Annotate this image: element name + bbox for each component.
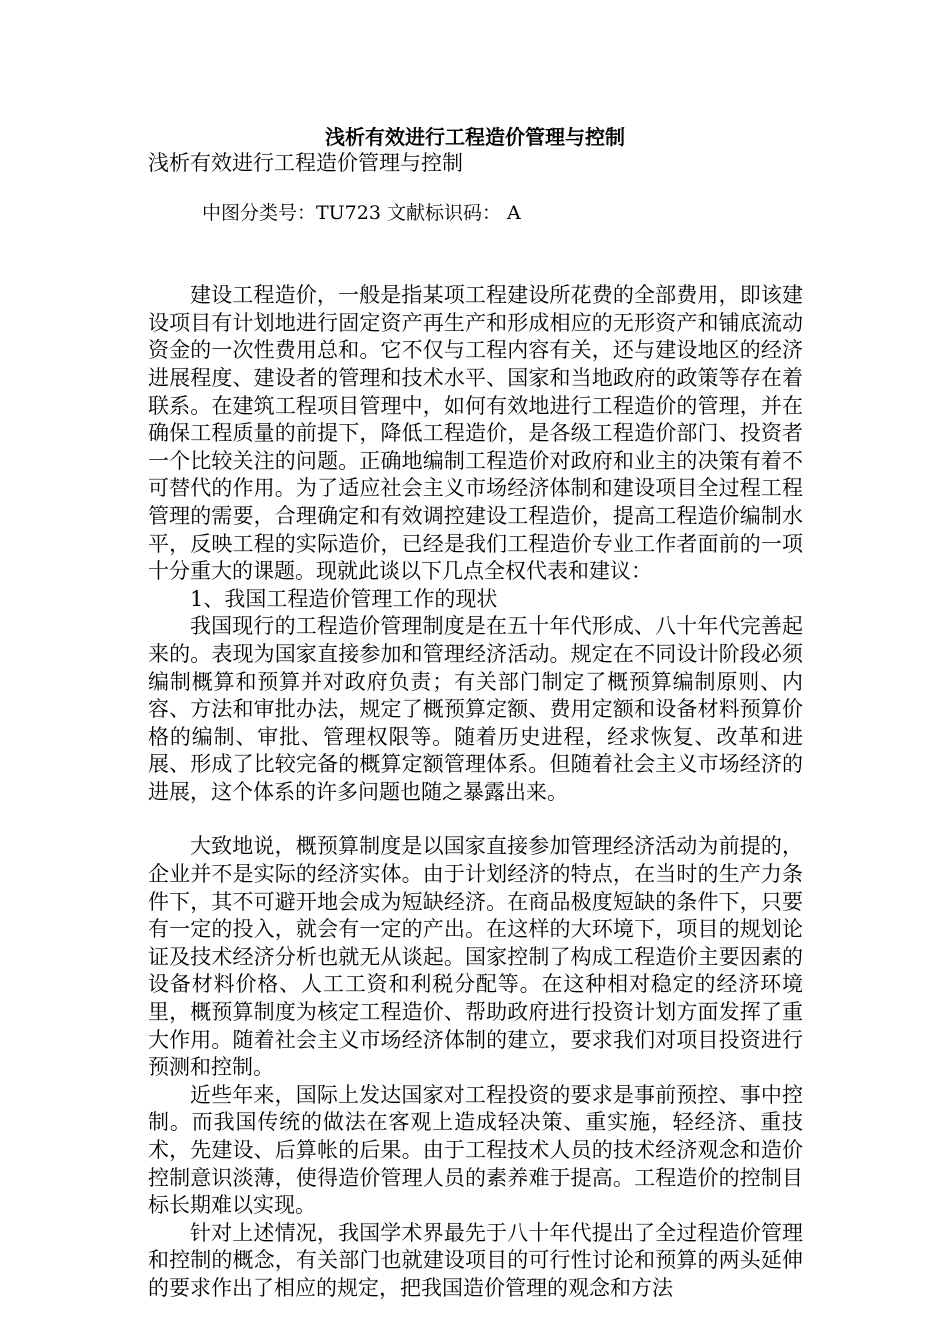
document-title: 浅析有效进行工程造价管理与控制 [325, 125, 625, 149]
paragraph-response: 针对上述情况，我国学术界最先于八十年代提出了全过程造价管理和控制的概念，有关部门也就建设项目的可行性讨论和预算的两头延伸的要求作出了相应的规定，把我国造价管理的观念和方法 [148, 1220, 803, 1300]
paragraph-recent-years: 近些年来，国际上发达国家对工程投资的要求是事前预控、事中控制。而我国传统的做法在客观上造成轻决策、重实施，轻经济、重技术，先建设、后算帐的后果。由于工程技术人员的技术经济观念和造价控制意识淡薄，使得造价管理人员的素养难于提高。工程造价的控制目标长期难以实现。 [148, 1082, 803, 1218]
paragraph-current-status: 我国现行的工程造价管理制度是在五十年代形成、八十年代完善起来的。表现为国家直接参加和管理经济活动。规定在不同设计阶段必须编制概算和预算并对政府负责；有关部门制定了概预算编制原则、内容、方法和审批办法，规定了概预算定额、费用定额和设备材料预算价格的编制、审批、管理权限等。随着历史进程，经求恢复、改革和进展、形成了比较完备的概算定额管理体系。但随着社会主义市场经济的进展，这个体系的许多问题也随之暴露出来。 [148, 614, 803, 804]
document-body [148, 150, 803, 1303]
paragraph-budget-system: 大致地说，概预算制度是以国家直接参加管理经济活动为前提的，企业并不是实际的经济实体。由于计划经济的特点，在当时的生产力条件下，其不可避开地会成为短缺经济。在商品极度短缺的条件下，只要有一定的投入，就会有一定的产出。在这样的大环境下，项目的规划论证及技术经济分析也就无从谈起。国家控制了构成工程造价主要因素的设备材料价格、人工工资和利税分配等。在这种相对稳定的经济环境里，概预算制度为核定工程造价、帮助政府进行投资计划方面发挥了重大作用。随着社会主义市场经济体制的建立，要求我们对项目投资进行预测和控制。 [148, 834, 803, 1080]
section-heading-1: 1、我国工程造价管理工作的现状 [190, 586, 498, 611]
paragraph-intro: 建设工程造价，一般是指某项工程建设所花费的全部费用，即该建设项目有计划地进行固定资产再生产和形成相应的无形资产和铺底流动资金的一次性费用总和。它不仅与工程内容有关，还与建设地区的经济进展程度、建设者的管理和技术水平、国家和当地政府的政策等存在着联系。在建筑工程项目管理中，如何有效地进行工程造价的管理，并在确保工程质量的前提下，降低工程造价，是各级工程造价部门、投资者一个比较关注的问题。正确地编制工程造价对政府和业主的决策有着不可替代的作用。为了适应社会主义市场经济体制和建设项目全过程工程管理的需要，合理确定和有效调控建设工程造价，提高工程造价编制水平，反映工程的实际造价，已经是我们工程造价专业工作者面前的一项十分重大的课题。现就此谈以下几点全权代表和建议： [148, 283, 803, 584]
document-subtitle: 浅析有效进行工程造价管理与控制 [148, 151, 463, 175]
classification-line: 中图分类号：TU723 文献标识码： A [202, 201, 521, 224]
